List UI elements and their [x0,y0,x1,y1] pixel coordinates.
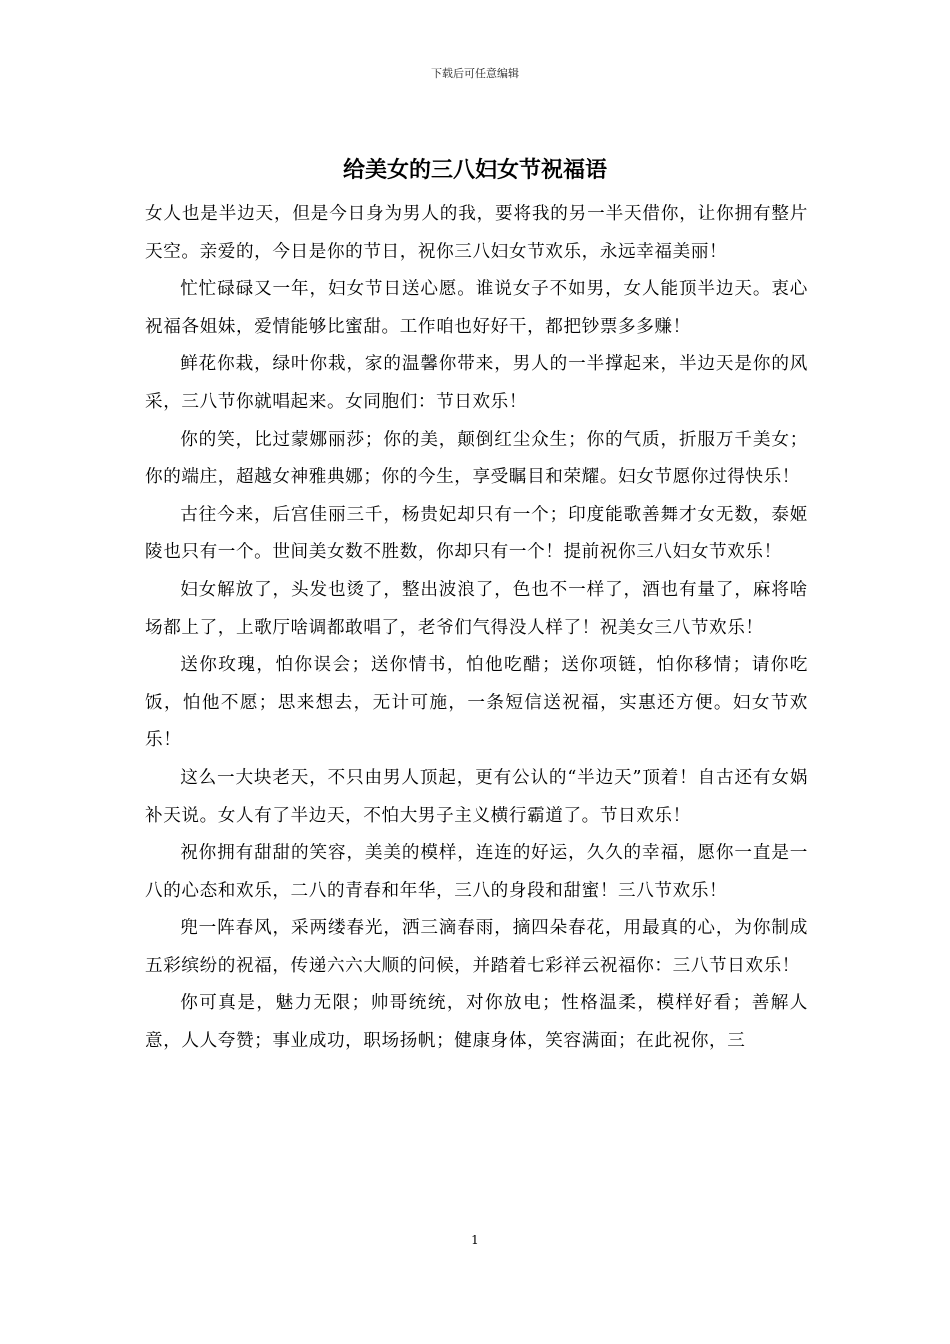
paragraph: 祝你拥有甜甜的笑容，美美的模样，连连的好运，久久的幸福，愿你一直是一八的心态和欢乐，二八的青春和年华，三八的身段和甜蜜！三八节欢乐！ [145,843,808,901]
paragraph: 送你玫瑰，怕你误会；送你情书，怕他吃醋；送你项链，怕你移情；请你吃饭，怕他不愿；思来想去，无计可施，一条短信送祝福，实惠还方便。妇女节欢乐！ [145,655,808,751]
paragraph: 鲜花你栽，绿叶你栽，家的温馨你带来，男人的一半撑起来，半边天是你的风采，三八节你就唱起来。女同胞们：节日欢乐！ [145,354,808,412]
paragraph: 女人也是半边天，但是今日身为男人的我，要将我的另一半天借你，让你拥有整片天空。亲爱的，今日是你的节日，祝你三八妇女节欢乐，永远幸福美丽！ [145,204,808,262]
paragraph: 你可真是，魅力无限；帅哥统统，对你放电；性格温柔，模样好看；善解人意，人人夸赞；事业成功，职场扬帆；健康身体，笑容满面；在此祝你，三 [145,993,808,1052]
paragraph: 妇女解放了，头发也烫了，整出波浪了，色也不一样了，酒也有量了，麻将啥场都上了，上歌厅啥调都敢唱了，老爷们气得没人样了！祝美女三八节欢乐！ [145,579,808,638]
document-title: 给美女的三八妇女节祝福语 [342,157,607,183]
paragraph: 兜一阵春风，采两缕春光，洒三滴春雨，摘四朵春花，用最真的心，为你制成五彩缤纷的祝福，传递六六大顺的问候，并踏着七彩祥云祝福你：三八节日欢乐！ [145,918,808,976]
page-number: 1 [471,1233,479,1247]
header-note: 下载后可任意编辑 [431,67,519,80]
paragraph: 古往今来，后宫佳丽三千，杨贵妃却只有一个；印度能歌善舞才女无数，泰姬陵也只有一个。世间美女数不胜数，你却只有一个！提前祝你三八妇女节欢乐！ [145,504,808,563]
paragraph: 忙忙碌碌又一年，妇女节日送心愿。谁说女子不如男，女人能顶半边天。衷心祝福各姐妹，爱情能够比蜜甜。工作咱也好好干，都把钞票多多赚！ [145,279,808,337]
document-body [145,196,808,1061]
paragraph: 你的笑，比过蒙娜丽莎；你的美，颠倒红尘众生；你的气质，折服万千美女；你的端庄，超越女神雅典娜；你的今生，享受瞩目和荣耀。妇女节愿你过得快乐！ [145,429,808,488]
paragraph: 这么一大块老天，不只由男人顶起，更有公认的“半边天”顶着！自古还有女娲补天说。女人有了半边天，不怕大男子主义横行霸道了。节日欢乐！ [145,767,808,826]
